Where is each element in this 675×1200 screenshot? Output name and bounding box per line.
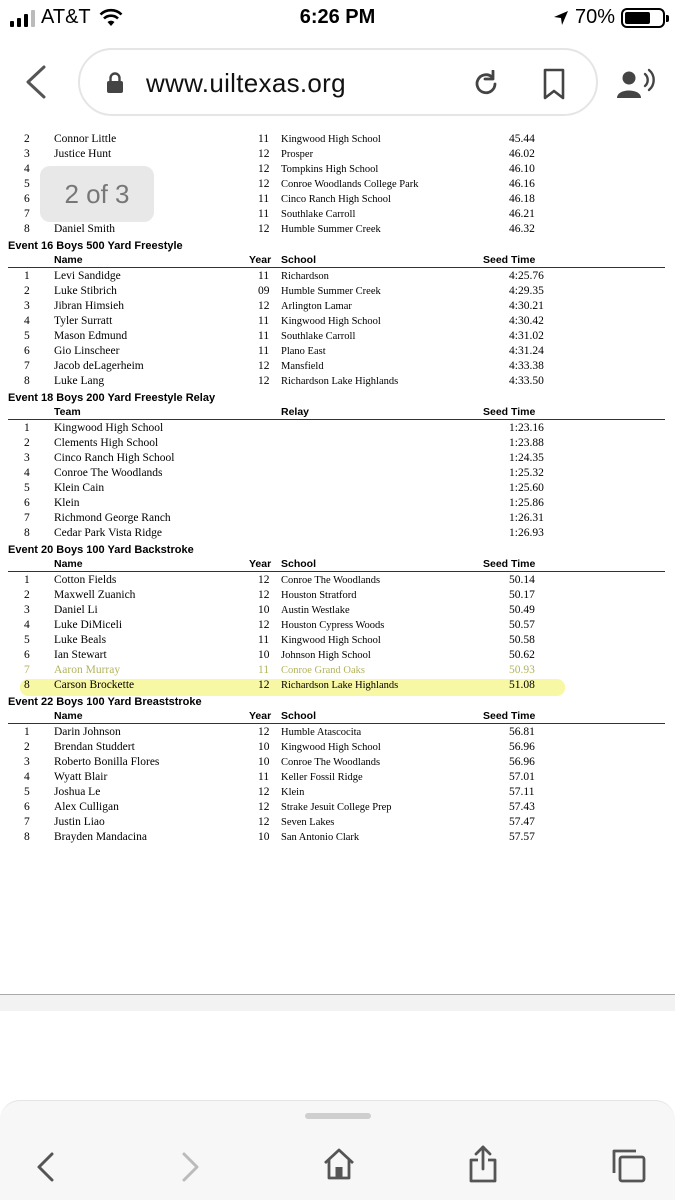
place-cell: 4 bbox=[24, 163, 30, 175]
header-school: Relay bbox=[281, 406, 310, 418]
year-cell: 09 bbox=[258, 285, 270, 297]
tabs-icon[interactable] bbox=[610, 1147, 646, 1183]
seed-time-cell: 4:30.42 bbox=[509, 315, 544, 327]
seed-time-cell: 1:25.60 bbox=[509, 482, 544, 494]
forward-icon[interactable] bbox=[180, 1151, 202, 1183]
place-cell: 3 bbox=[24, 300, 30, 312]
page-indicator: 2 of 3 bbox=[40, 166, 154, 222]
place-cell: 7 bbox=[24, 512, 30, 524]
school-cell: Houston Stratford bbox=[281, 590, 357, 601]
place-cell: 4 bbox=[24, 771, 30, 783]
school-cell: Arlington Lamar bbox=[281, 301, 352, 312]
place-cell: 3 bbox=[24, 604, 30, 616]
seed-time-cell: 45.44 bbox=[509, 133, 535, 145]
seed-time-cell: 50.14 bbox=[509, 574, 535, 586]
year-cell: 12 bbox=[258, 223, 270, 235]
table-row bbox=[0, 756, 675, 771]
status-right bbox=[553, 6, 665, 29]
name-cell: Klein bbox=[54, 497, 80, 509]
header-school: School bbox=[281, 254, 317, 266]
name-cell: Conroe The Woodlands bbox=[54, 467, 163, 479]
seed-time-cell: 50.62 bbox=[509, 649, 535, 661]
table-row bbox=[0, 619, 675, 634]
seed-time-cell: 50.57 bbox=[509, 619, 535, 631]
bookmark-icon[interactable] bbox=[542, 68, 566, 100]
lock-icon bbox=[106, 72, 124, 94]
school-cell: Richardson Lake Highlands bbox=[281, 376, 399, 387]
status-bar bbox=[0, 0, 675, 36]
school-cell: Conroe The Woodlands bbox=[281, 575, 381, 586]
location-arrow-icon bbox=[553, 10, 569, 26]
place-cell: 4 bbox=[24, 315, 30, 327]
table-row bbox=[0, 786, 675, 801]
table-row bbox=[0, 330, 675, 345]
name-cell: Cedar Park Vista Ridge bbox=[54, 527, 163, 539]
table-row bbox=[0, 452, 675, 467]
header-name: Name bbox=[54, 254, 83, 266]
name-cell: Justice Hunt bbox=[54, 148, 112, 160]
name-cell: Wyatt Blair bbox=[54, 771, 108, 783]
header-year: Year bbox=[249, 254, 272, 266]
place-cell: 3 bbox=[24, 148, 30, 160]
place-cell: 6 bbox=[24, 649, 30, 661]
year-cell: 12 bbox=[258, 619, 270, 631]
table-row bbox=[0, 679, 675, 694]
header-year: Year bbox=[249, 558, 272, 570]
school-cell: Cinco Ranch High School bbox=[281, 194, 391, 205]
header-school: School bbox=[281, 710, 317, 722]
place-cell: 1 bbox=[24, 422, 30, 434]
table-row bbox=[0, 574, 675, 589]
place-cell: 3 bbox=[24, 452, 30, 464]
school-cell: Humble Summer Creek bbox=[281, 224, 381, 235]
seed-time-cell: 1:23.88 bbox=[509, 437, 544, 449]
year-cell: 11 bbox=[258, 634, 270, 646]
name-cell: Ian Stewart bbox=[54, 649, 107, 661]
name-cell: Kingwood High School bbox=[54, 422, 164, 434]
school-cell: Southlake Carroll bbox=[281, 331, 356, 342]
year-cell: 12 bbox=[258, 786, 270, 798]
seed-time-cell: 46.10 bbox=[509, 163, 535, 175]
seed-time-cell: 46.21 bbox=[509, 208, 535, 220]
table-row bbox=[0, 375, 675, 390]
seed-time-cell: 1:23.16 bbox=[509, 422, 544, 434]
seed-time-cell: 57.01 bbox=[509, 771, 535, 783]
battery-icon bbox=[621, 8, 665, 28]
place-cell: 8 bbox=[24, 223, 30, 235]
name-cell: Darin Johnson bbox=[54, 726, 121, 738]
seed-time-cell: 56.96 bbox=[509, 741, 535, 753]
reload-icon[interactable] bbox=[472, 70, 500, 98]
table-row bbox=[0, 497, 675, 512]
name-cell: Clements High School bbox=[54, 437, 159, 449]
event-title: Event 22 Boys 100 Yard Breaststroke bbox=[8, 696, 202, 708]
seed-time-cell: 4:33.50 bbox=[509, 375, 544, 387]
place-cell: 8 bbox=[24, 375, 30, 387]
place-cell: 3 bbox=[24, 756, 30, 768]
pdf-document[interactable] bbox=[0, 130, 675, 996]
school-cell: Kingwood High School bbox=[281, 134, 381, 145]
seed-time-cell: 50.17 bbox=[509, 589, 535, 601]
seed-time-cell: 57.43 bbox=[509, 801, 535, 813]
event-title: Event 20 Boys 100 Yard Backstroke bbox=[8, 544, 194, 556]
school-cell: Strake Jesuit College Prep bbox=[281, 802, 392, 813]
year-cell: 11 bbox=[258, 771, 270, 783]
share-icon[interactable] bbox=[468, 1145, 498, 1183]
table-row bbox=[0, 726, 675, 741]
school-cell: Seven Lakes bbox=[281, 817, 335, 828]
name-cell: Levi Sandidge bbox=[54, 270, 121, 282]
header-year: Year bbox=[249, 710, 272, 722]
place-cell: 1 bbox=[24, 574, 30, 586]
seed-time-cell: 50.58 bbox=[509, 634, 535, 646]
year-cell: 12 bbox=[258, 178, 270, 190]
name-cell: Aaron Murray bbox=[54, 664, 121, 676]
seed-time-cell: 1:26.93 bbox=[509, 527, 544, 539]
name-cell: Luke DiMiceli bbox=[54, 619, 123, 631]
name-cell: Alex Culligan bbox=[54, 801, 119, 813]
header-seed-time: Seed Time bbox=[483, 558, 536, 570]
school-cell: Johnson High School bbox=[281, 650, 371, 661]
year-cell: 10 bbox=[258, 604, 270, 616]
table-row bbox=[0, 831, 675, 846]
table-row bbox=[0, 527, 675, 542]
table-row bbox=[0, 285, 675, 300]
seed-time-cell: 57.57 bbox=[509, 831, 535, 843]
place-cell: 6 bbox=[24, 345, 30, 357]
status-time: 6:26 PM bbox=[299, 6, 376, 28]
year-cell: 12 bbox=[258, 375, 270, 387]
url-text: www.uiltexas.org bbox=[146, 68, 346, 98]
table-row bbox=[0, 664, 675, 679]
event-title: Event 18 Boys 200 Yard Freestyle Relay bbox=[8, 392, 216, 404]
place-cell: 5 bbox=[24, 482, 30, 494]
place-cell: 2 bbox=[24, 741, 30, 753]
name-cell: Luke Lang bbox=[54, 375, 105, 387]
header-seed-time: Seed Time bbox=[483, 406, 536, 418]
header-rule bbox=[8, 419, 665, 420]
school-cell: Mansfield bbox=[281, 361, 324, 372]
url-field[interactable] bbox=[78, 48, 598, 116]
seed-time-cell: 51.08 bbox=[509, 679, 535, 691]
place-cell: 2 bbox=[24, 589, 30, 601]
year-cell: 12 bbox=[258, 300, 270, 312]
table-row bbox=[0, 771, 675, 786]
table-row bbox=[0, 801, 675, 816]
name-cell: Daniel Li bbox=[54, 604, 98, 616]
year-cell: 12 bbox=[258, 726, 270, 738]
seed-time-cell: 4:31.24 bbox=[509, 345, 544, 357]
name-cell: Brayden Mandacina bbox=[54, 831, 147, 843]
toolbar-grabber[interactable] bbox=[305, 1113, 371, 1119]
table-row bbox=[0, 315, 675, 330]
home-icon[interactable] bbox=[322, 1147, 356, 1181]
school-cell: Conroe Grand Oaks bbox=[281, 665, 365, 676]
header-rule bbox=[8, 723, 665, 724]
seed-time-cell: 1:24.35 bbox=[509, 452, 544, 464]
place-cell: 7 bbox=[24, 208, 30, 220]
school-cell: Richardson Lake Highlands bbox=[281, 680, 399, 691]
table-row bbox=[0, 467, 675, 482]
place-cell: 8 bbox=[24, 831, 30, 843]
seed-time-cell: 46.18 bbox=[509, 193, 535, 205]
seed-time-cell: 50.93 bbox=[509, 664, 535, 676]
place-cell: 5 bbox=[24, 330, 30, 342]
table-row bbox=[0, 270, 675, 285]
name-cell: Luke Stibrich bbox=[54, 285, 117, 297]
seed-time-cell: 46.32 bbox=[509, 223, 535, 235]
name-cell: Cinco Ranch High School bbox=[54, 452, 175, 464]
year-cell: 10 bbox=[258, 831, 270, 843]
place-cell: 7 bbox=[24, 664, 30, 676]
place-cell: 6 bbox=[24, 801, 30, 813]
seed-time-cell: 56.96 bbox=[509, 756, 535, 768]
year-cell: 12 bbox=[258, 679, 270, 691]
page-gap bbox=[0, 995, 675, 1011]
year-cell: 10 bbox=[258, 741, 270, 753]
school-cell: Houston Cypress Woods bbox=[281, 620, 385, 631]
header-seed-time: Seed Time bbox=[483, 254, 536, 266]
year-cell: 12 bbox=[258, 574, 270, 586]
place-cell: 7 bbox=[24, 360, 30, 372]
year-cell: 11 bbox=[258, 345, 270, 357]
school-cell: Keller Fossil Ridge bbox=[281, 772, 363, 783]
school-cell: San Antonio Clark bbox=[281, 832, 360, 843]
seed-time-cell: 4:33.38 bbox=[509, 360, 544, 372]
name-cell: Maxwell Zuanich bbox=[54, 589, 136, 601]
header-name: Name bbox=[54, 558, 83, 570]
school-cell: Kingwood High School bbox=[281, 316, 381, 327]
table-row bbox=[0, 300, 675, 315]
listen-icon[interactable] bbox=[615, 68, 655, 100]
name-cell: Carson Brockette bbox=[54, 679, 135, 691]
name-cell: Luke Beals bbox=[54, 634, 107, 646]
seed-time-cell: 57.11 bbox=[509, 786, 535, 798]
year-cell: 12 bbox=[258, 816, 270, 828]
place-cell: 2 bbox=[24, 437, 30, 449]
school-cell: Kingwood High School bbox=[281, 742, 381, 753]
school-cell: Richardson bbox=[281, 271, 329, 282]
name-cell: Richmond George Ranch bbox=[54, 512, 171, 524]
table-row bbox=[0, 437, 675, 452]
table-row bbox=[0, 148, 675, 163]
browser-address-bar bbox=[0, 44, 675, 120]
year-cell: 10 bbox=[258, 756, 270, 768]
battery-percent: 70% bbox=[574, 6, 615, 28]
school-cell: Humble Atascocita bbox=[281, 727, 362, 738]
place-cell: 6 bbox=[24, 193, 30, 205]
place-cell: 7 bbox=[24, 816, 30, 828]
carrier-label: AT&T bbox=[41, 6, 91, 28]
header-name: Team bbox=[54, 406, 81, 418]
back-chevron-icon[interactable] bbox=[22, 64, 50, 100]
place-cell: 4 bbox=[24, 619, 30, 631]
table-row bbox=[0, 816, 675, 831]
seed-time-cell: 56.81 bbox=[509, 726, 535, 738]
place-cell: 8 bbox=[24, 527, 30, 539]
place-cell: 5 bbox=[24, 786, 30, 798]
table-row bbox=[0, 512, 675, 527]
name-cell: Tyler Surratt bbox=[54, 315, 113, 327]
table-row bbox=[0, 634, 675, 649]
table-row bbox=[0, 133, 675, 148]
school-cell: Conroe Woodlands College Park bbox=[281, 179, 419, 190]
seed-time-cell: 46.16 bbox=[509, 178, 535, 190]
year-cell: 11 bbox=[258, 330, 270, 342]
seed-time-cell: 4:29.35 bbox=[509, 285, 544, 297]
name-cell: Justin Liao bbox=[54, 816, 105, 828]
year-cell: 11 bbox=[258, 270, 270, 282]
seed-time-cell: 1:25.32 bbox=[509, 467, 544, 479]
place-cell: 5 bbox=[24, 634, 30, 646]
name-cell: Jibran Himsieh bbox=[54, 300, 124, 312]
name-cell: Mason Edmund bbox=[54, 330, 128, 342]
name-cell: Gio Linscheer bbox=[54, 345, 120, 357]
year-cell: 12 bbox=[258, 589, 270, 601]
seed-time-cell: 4:31.02 bbox=[509, 330, 544, 342]
name-cell: Cotton Fields bbox=[54, 574, 117, 586]
school-cell: Kingwood High School bbox=[281, 635, 381, 646]
place-cell: 5 bbox=[24, 178, 30, 190]
seed-time-cell: 57.47 bbox=[509, 816, 535, 828]
seed-time-cell: 4:30.21 bbox=[509, 300, 544, 312]
name-cell: Brendan Studdert bbox=[54, 741, 135, 753]
back-icon[interactable] bbox=[34, 1151, 56, 1183]
seed-time-cell: 1:25.86 bbox=[509, 497, 544, 509]
year-cell: 12 bbox=[258, 148, 270, 160]
table-row bbox=[0, 589, 675, 604]
bottom-toolbar bbox=[0, 1100, 675, 1200]
header-rule bbox=[8, 267, 665, 268]
school-cell: Conroe The Woodlands bbox=[281, 757, 381, 768]
year-cell: 12 bbox=[258, 801, 270, 813]
place-cell: 1 bbox=[24, 270, 30, 282]
school-cell: Southlake Carroll bbox=[281, 209, 356, 220]
table-row bbox=[0, 482, 675, 497]
year-cell: 11 bbox=[258, 315, 270, 327]
table-row bbox=[0, 360, 675, 375]
year-cell: 12 bbox=[258, 360, 270, 372]
event-title: Event 16 Boys 500 Yard Freestyle bbox=[8, 240, 183, 252]
year-cell: 11 bbox=[258, 208, 270, 220]
table-row bbox=[0, 649, 675, 664]
year-cell: 11 bbox=[258, 193, 270, 205]
name-cell: Klein Cain bbox=[54, 482, 105, 494]
school-cell: Prosper bbox=[281, 149, 314, 160]
year-cell: 12 bbox=[258, 163, 270, 175]
header-seed-time: Seed Time bbox=[483, 710, 536, 722]
year-cell: 11 bbox=[258, 133, 270, 145]
table-row bbox=[0, 223, 675, 238]
year-cell: 10 bbox=[258, 649, 270, 661]
seed-time-cell: 50.49 bbox=[509, 604, 535, 616]
header-school: School bbox=[281, 558, 317, 570]
year-cell: 11 bbox=[258, 664, 270, 676]
school-cell: Tompkins High School bbox=[281, 164, 379, 175]
place-cell: 1 bbox=[24, 726, 30, 738]
name-cell: Connor Little bbox=[54, 133, 117, 145]
school-cell: Klein bbox=[281, 787, 305, 798]
seed-time-cell: 46.02 bbox=[509, 148, 535, 160]
header-name: Name bbox=[54, 710, 83, 722]
name-cell: Daniel Smith bbox=[54, 223, 116, 235]
name-cell: Roberto Bonilla Flores bbox=[54, 756, 160, 768]
place-cell: 6 bbox=[24, 497, 30, 509]
place-cell: 2 bbox=[24, 285, 30, 297]
table-row bbox=[0, 604, 675, 619]
seed-time-cell: 4:25.76 bbox=[509, 270, 544, 282]
school-cell: Austin Westlake bbox=[281, 605, 350, 616]
name-cell: Jacob deLagerheim bbox=[54, 360, 144, 372]
header-rule bbox=[8, 571, 665, 572]
place-cell: 8 bbox=[24, 679, 30, 691]
table-row bbox=[0, 741, 675, 756]
place-cell: 4 bbox=[24, 467, 30, 479]
place-cell: 2 bbox=[24, 133, 30, 145]
name-cell: Joshua Le bbox=[54, 786, 101, 798]
table-row bbox=[0, 422, 675, 437]
seed-time-cell: 1:26.31 bbox=[509, 512, 544, 524]
battery-level bbox=[625, 12, 650, 24]
school-cell: Plano East bbox=[281, 346, 326, 357]
table-row bbox=[0, 345, 675, 360]
school-cell: Humble Summer Creek bbox=[281, 286, 381, 297]
